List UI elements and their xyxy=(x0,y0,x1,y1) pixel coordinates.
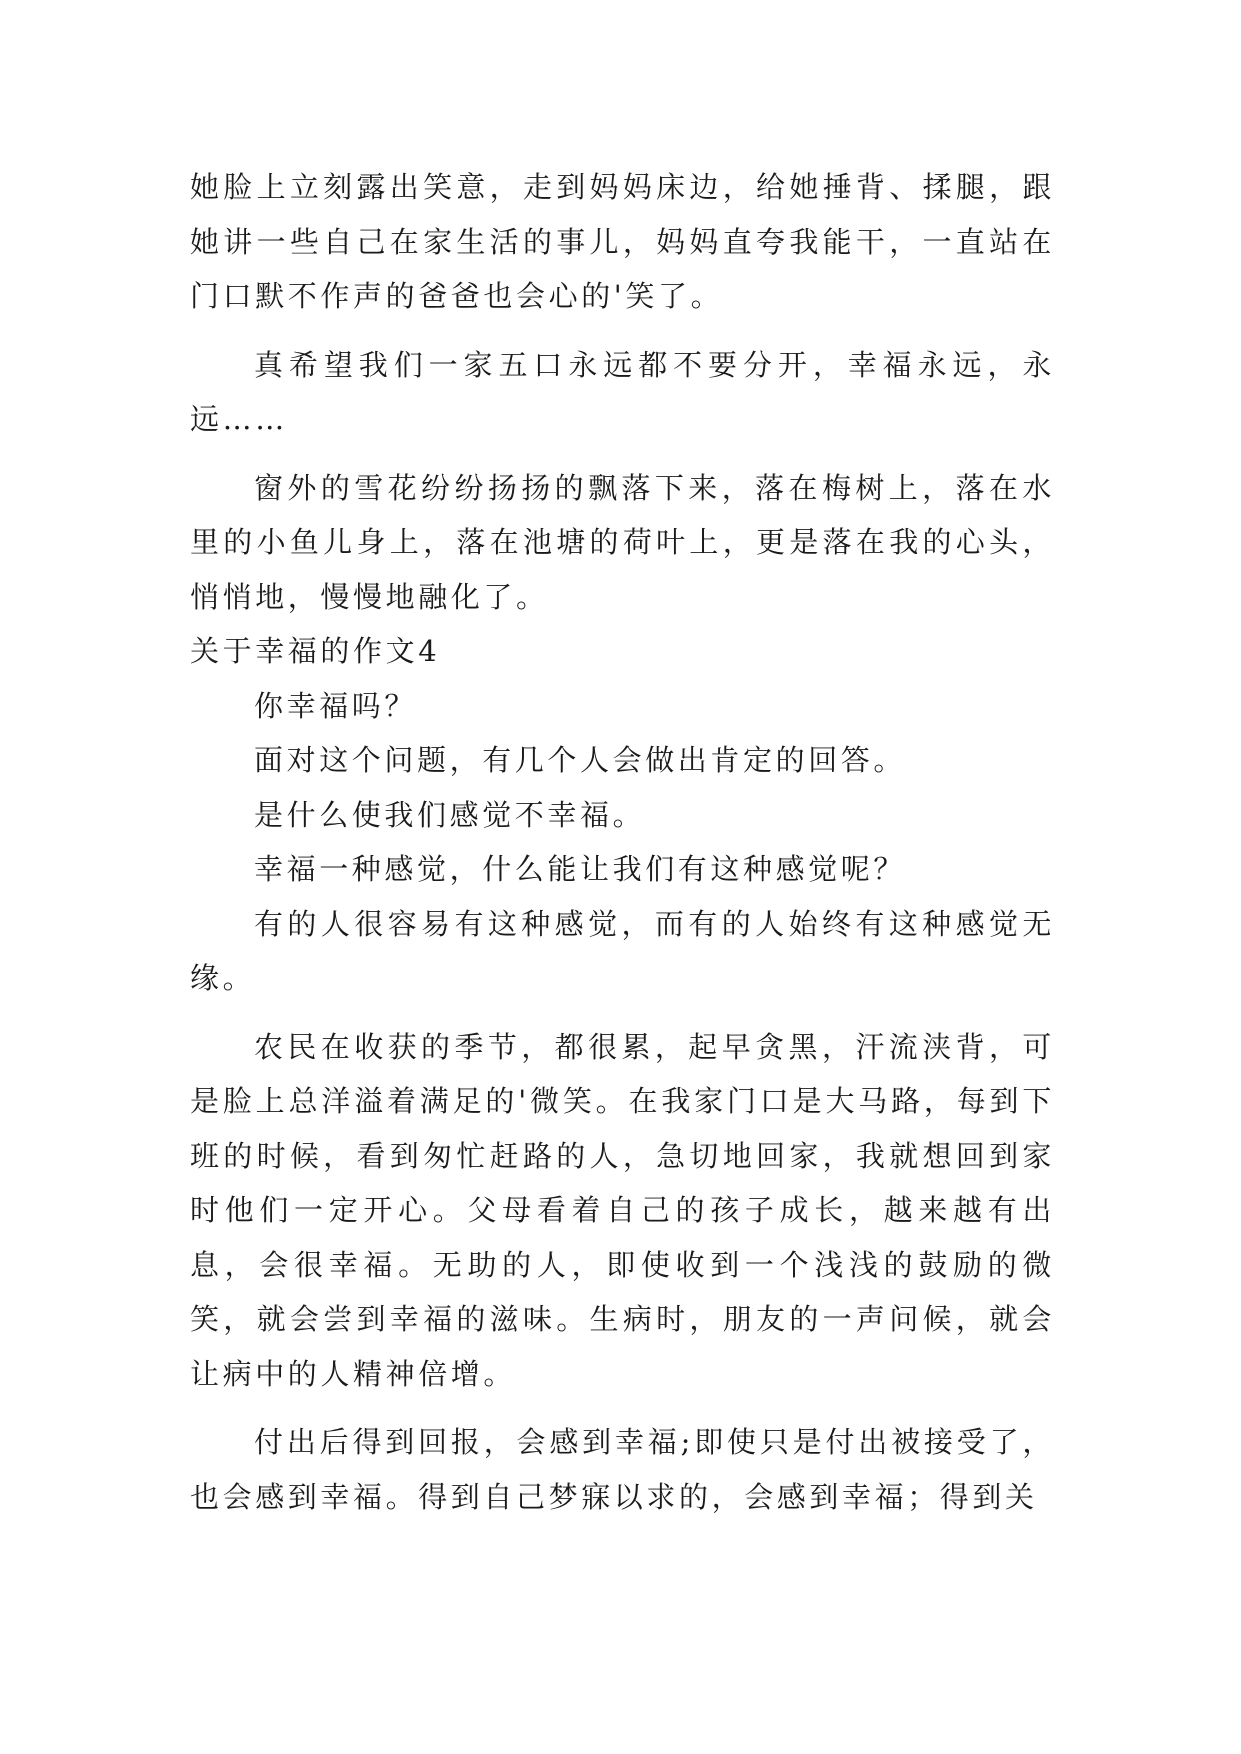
paragraph: 面对这个问题，有几个人会做出肯定的回答。 xyxy=(254,743,907,777)
paragraph: 是什么使我们感觉不幸福。 xyxy=(254,797,646,832)
paragraph: 窗外的雪花纷纷扬扬的飘落下来，落在梅树上，落在水里的小鱼儿身上，落在池塘的荷叶上，更是落在我的心头，悄悄地，慢慢地融化了。 xyxy=(190,470,1055,614)
paragraph: 真希望我们一家五口永远都不要分开，幸福永远，永远…… xyxy=(190,347,1055,436)
section-title: 关于幸福的作文4 xyxy=(190,634,441,668)
paragraph: 她脸上立刻露出笑意，走到妈妈床边，给她捶背、揉腿，跟她讲一些自己在家生活的事儿，妈妈直夸我能干，一直站在门口默不作声的爸爸也会心的'笑了。 xyxy=(190,170,1055,313)
paragraph: 农民在收获的季节，都很累，起早贪黑，汗流浃背，可是脸上总洋溢着满足的'微笑。在我家门口是大马路，每到下班的时候，看到匆忙赶路的人，急切地回家，我就想回到家时他们一定开心。父母看着自己的孩子成长，越来越有出息，会很幸福。无助的人，即使收到一个浅浅的鼓励的微笑，就会尝到幸福的滋味。生病时，朋友的一声问候，就会让病中的人精神倍增。 xyxy=(190,1029,1055,1391)
paragraph: 有的人很容易有这种感觉，而有的人始终有这种感觉无缘。 xyxy=(190,906,1055,995)
paragraph: 幸福一种感觉，什么能让我们有这种感觉呢？ xyxy=(254,852,907,886)
paragraph: 你幸福吗？ xyxy=(254,688,418,723)
paragraph: 付出后得到回报，会感到幸福;即使只是付出被接受了，也会感到幸福。得到自己梦寐以求的，会感到幸福；得到关 xyxy=(190,1425,1055,1514)
document-page xyxy=(190,160,1055,1524)
